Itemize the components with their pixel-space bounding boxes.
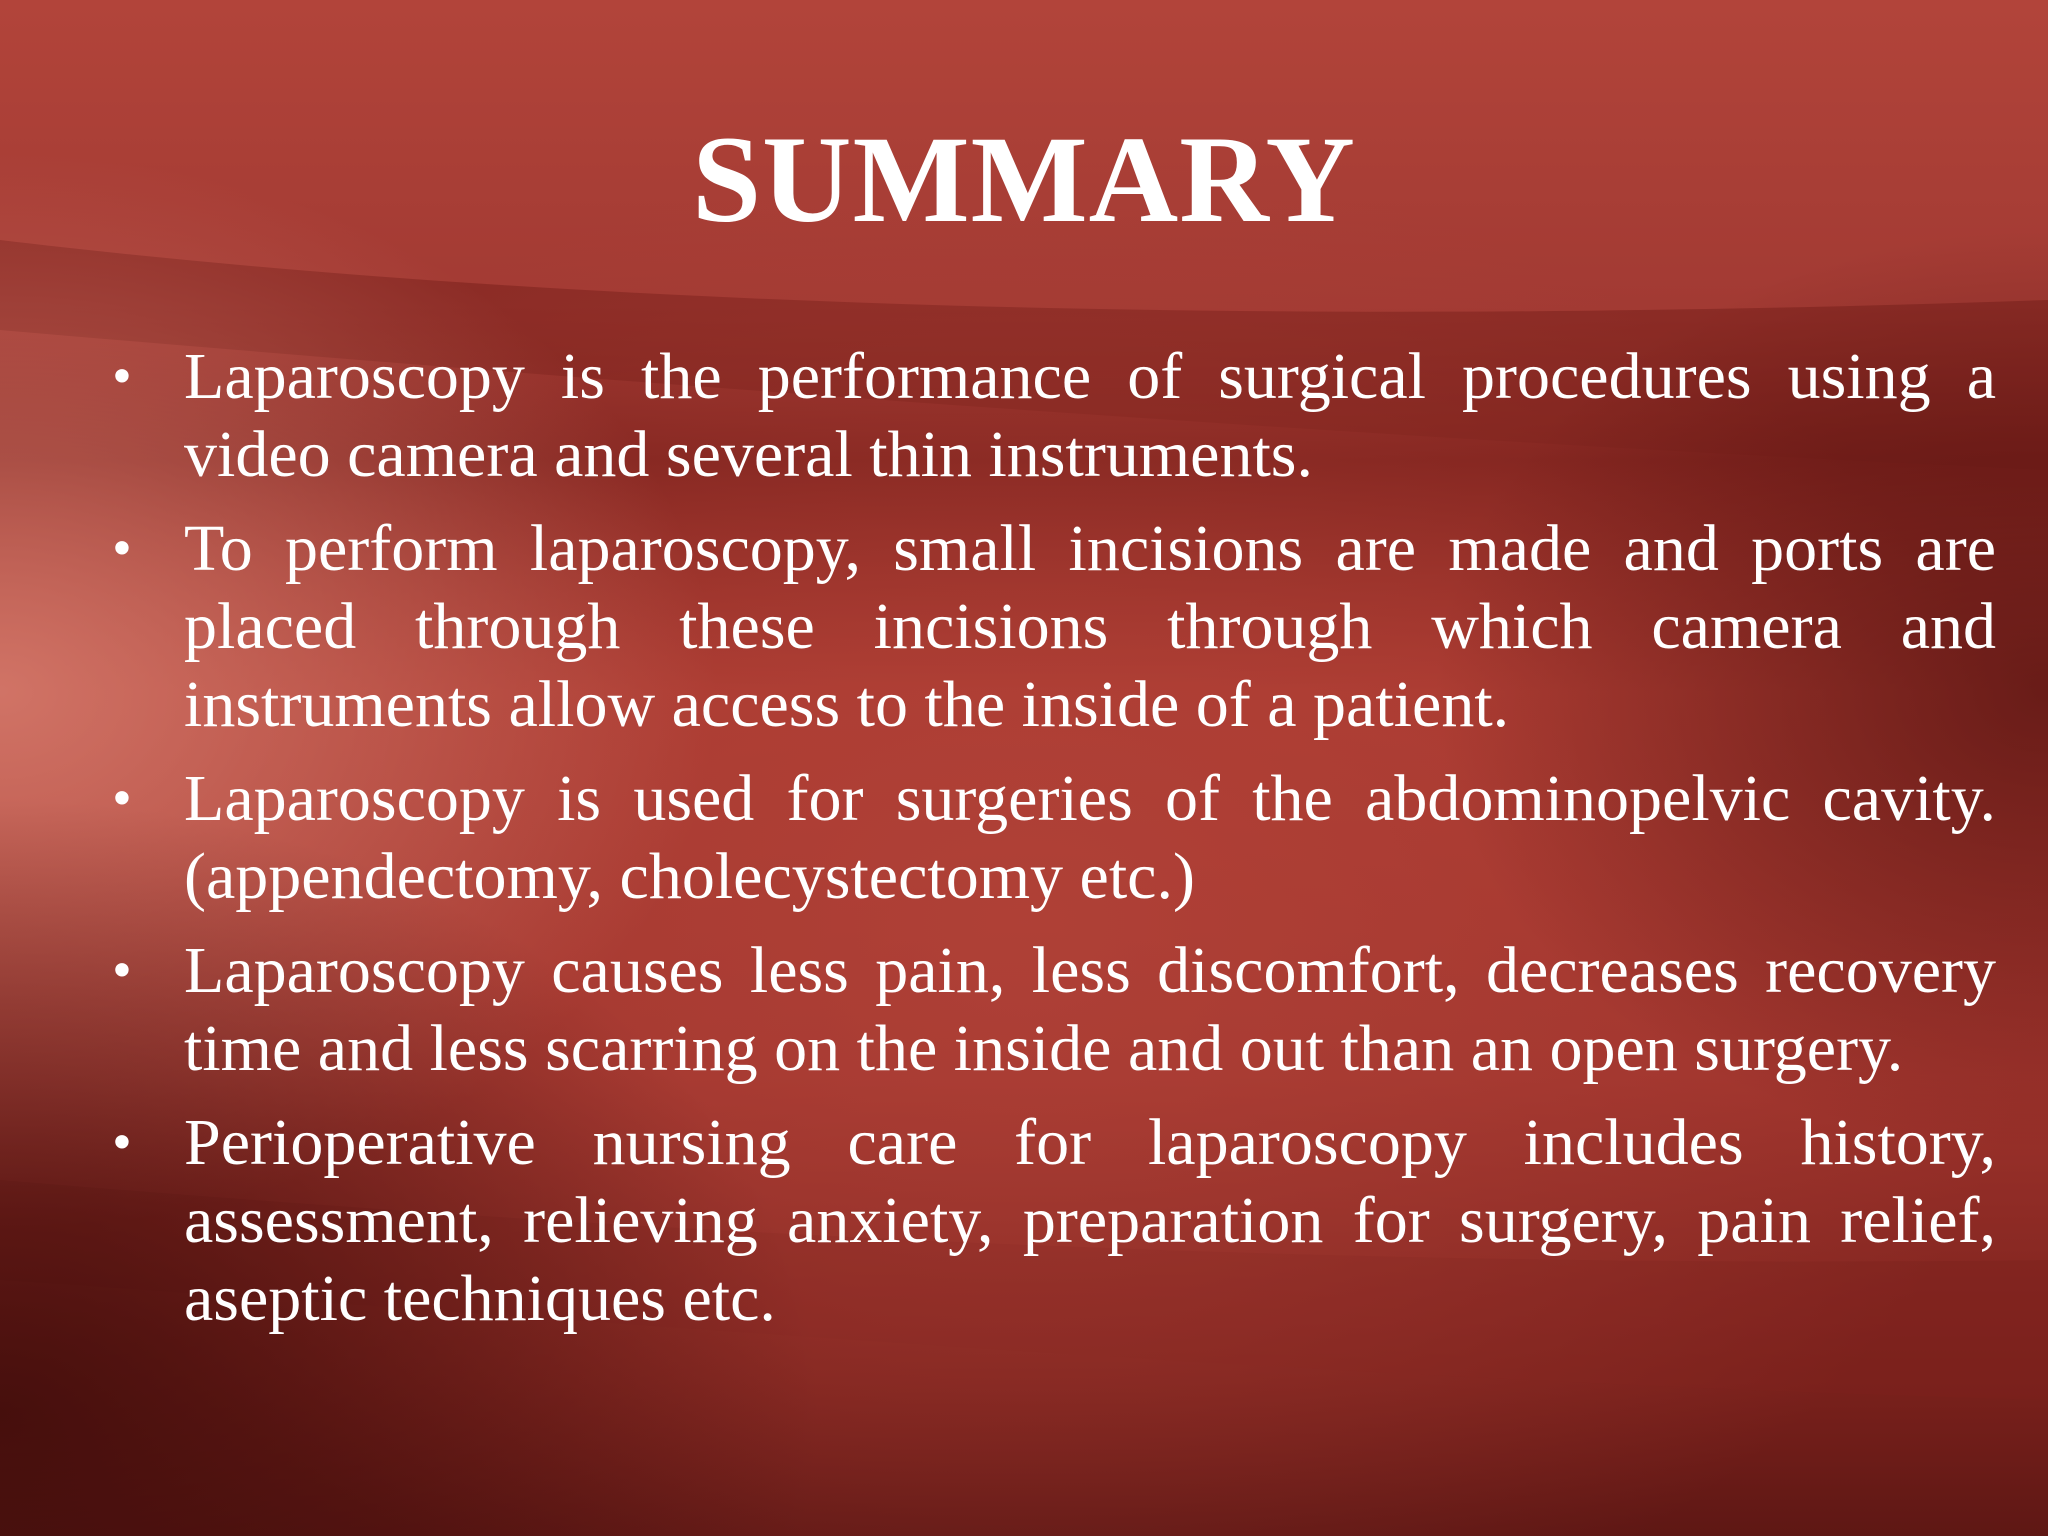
bullet-icon: •	[108, 522, 136, 576]
bullet-icon: •	[108, 772, 136, 826]
bullet-item	[102, 1104, 1996, 1338]
bullet-text: To perform laparoscopy, small incisions are made and ports are placed through these incisions through which camera and instruments allow access to the inside of a patient.	[184, 512, 1996, 741]
slide-title: SUMMARY	[692, 111, 1356, 248]
bullet-item	[102, 510, 1996, 744]
bullet-list	[102, 338, 1996, 1354]
bullet-icon: •	[108, 350, 136, 404]
bullet-text: Laparoscopy causes less pain, less discomfort, decreases recovery time and less scarring on the inside and out than an open surgery.	[184, 934, 1996, 1085]
bullet-icon: •	[108, 944, 136, 998]
bullet-text: Perioperative nursing care for laparoscopy includes history, assessment, relieving anxiety, preparation for surgery, pain relief, aseptic techniques etc.	[184, 1106, 1996, 1335]
bullet-item	[102, 932, 1996, 1088]
bullet-text: Laparoscopy is used for surgeries of the abdominopelvic cavity. (appendectomy, cholecystectomy etc.)	[184, 762, 1996, 913]
bullet-item	[102, 760, 1996, 916]
bullet-item	[102, 338, 1996, 494]
bullet-text: Laparoscopy is the performance of surgical procedures using a video camera and several thin instruments.	[184, 340, 1996, 491]
bullet-icon: •	[108, 1116, 136, 1170]
